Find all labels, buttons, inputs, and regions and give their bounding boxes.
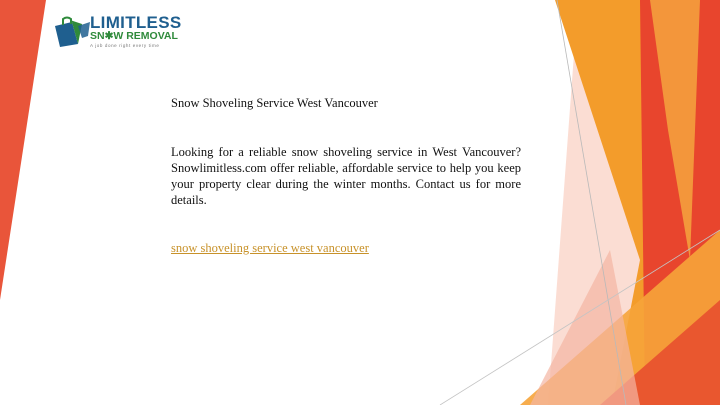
page-title: Snow Shoveling Service West Vancouver (171, 96, 378, 110)
logo-tagline: A job done right every time (90, 43, 160, 48)
logo-name: LIMITLESS (90, 13, 182, 32)
logo (52, 14, 184, 50)
main-content (171, 96, 521, 257)
service-link[interactable]: snow shoveling service west vancouver (171, 241, 369, 255)
body-paragraph: Looking for a reliable snow shoveling service in West Vancouver? Snowlimitless.com offer reliable, affordable service to help you keep your property clear during the winter months. Contact us for more details. (171, 145, 521, 207)
shovel-bag-icon (52, 16, 92, 48)
logo-subtitle: SN✱W REMOVAL (90, 30, 178, 42)
left-accent-band (0, 0, 46, 300)
